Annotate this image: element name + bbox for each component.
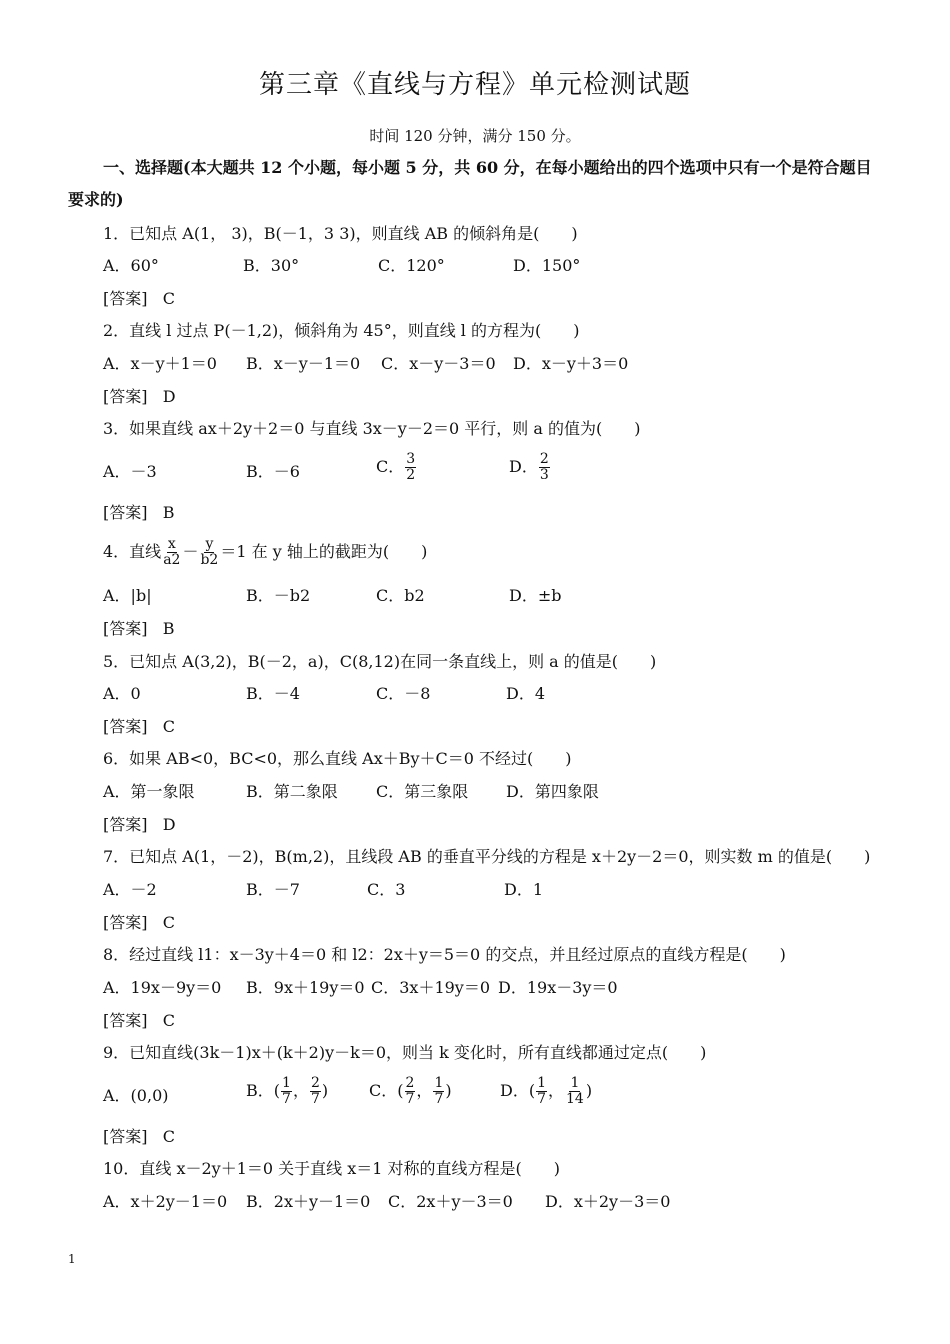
q10-option-d: D．x＋2y－3＝0 xyxy=(545,1192,671,1211)
q5-option-a: A．0 xyxy=(103,684,141,703)
answer-label: [答案] xyxy=(103,387,148,406)
q2-option-c: C．x－y－3＝0 xyxy=(381,354,496,373)
page-title: 第三章《直线与方程》单元检测试题 xyxy=(258,70,691,100)
q3-option-a: A．－3 xyxy=(103,462,157,481)
q3-option-c: C． $\frac{3}{2}$ xyxy=(376,451,416,483)
q5-option-c: C．－8 xyxy=(376,684,431,703)
answer-label: [答案] xyxy=(103,717,148,736)
q10-option-c: C．2x＋y－3＝0 xyxy=(388,1192,513,1211)
answer-label: [答案] xyxy=(103,913,148,932)
q1-answer xyxy=(103,289,175,309)
q3-answer xyxy=(103,503,175,523)
page-number: 1 xyxy=(68,1252,76,1266)
q2-option-d: D．x－y＋3＝0 xyxy=(513,354,629,373)
q7-option-a: A．－2 xyxy=(103,880,157,899)
question-2-stem: 2．直线 l 过点 P(－1,2)，倾斜角为 45°，则直线 l 的方程为( ) xyxy=(103,321,580,340)
q5-option-b: B．－4 xyxy=(246,684,300,703)
q7-option-b: B．－7 xyxy=(246,880,300,899)
q7-answer xyxy=(103,913,175,933)
q6-option-d: D．第四象限 xyxy=(506,782,599,801)
q4-option-b: B．－b2 xyxy=(246,586,311,605)
answer-label: [答案] xyxy=(103,289,148,308)
q2-option-a: A．x－y＋1＝0 xyxy=(103,354,217,373)
answer-value: C xyxy=(162,717,176,736)
q8-answer xyxy=(103,1011,175,1031)
q7-option-d: D．1 xyxy=(504,880,544,899)
question-9-stem: 9．已知直线(3k－1)x＋(k＋2)y－k＝0，则当 k 变化时，所有直线都通过定点( ) xyxy=(103,1043,707,1062)
q5-answer xyxy=(103,717,175,737)
q10-option-a: A．x＋2y－1＝0 xyxy=(103,1192,228,1211)
q9-option-b: B．( $\frac{1}{7}$ ， $\frac{2}{7}$ ) xyxy=(246,1075,329,1107)
q4-answer xyxy=(103,619,175,639)
answer-value: C xyxy=(162,289,176,308)
question-10-stem: 10．直线 x－2y＋1＝0 关于直线 x＝1 对称的直线方程是( ) xyxy=(103,1159,560,1178)
q4-option-c: C．b2 xyxy=(376,586,425,605)
question-4-stem: 4．直线 $\frac{x}{a2}$ － $\frac{y}{b2}$ ＝1 在 y 轴上的截距为( ) xyxy=(103,536,428,568)
q6-option-b: B．第二象限 xyxy=(246,782,338,801)
q9-option-a: A．(0,0) xyxy=(103,1086,169,1105)
question-8-stem: 8．经过直线 l1：x－3y＋4＝0 和 l2：2x＋y＝5＝0 的交点，并且经过原点的直线方程是( ) xyxy=(103,945,786,964)
section-heading-line1: 一、选择题(本大题共 12 个小题，每小题 5 分，共 60 分，在每小题给出的四个选项中只有一个是符合题目 xyxy=(103,158,872,177)
q4-option-d: D．±b xyxy=(509,586,562,605)
answer-value: C xyxy=(162,913,176,932)
q8-option-d: D．19x－3y＝0 xyxy=(498,978,618,997)
q9-answer xyxy=(103,1127,175,1147)
q3-option-d: D． $\frac{2}{3}$ xyxy=(509,451,549,483)
q3-option-b: B．－6 xyxy=(246,462,300,481)
answer-value: C xyxy=(162,1011,176,1030)
q1-option-b: B．30° xyxy=(243,256,300,275)
exam-info: 时间 120 分钟，满分 150 分。 xyxy=(369,127,581,145)
q2-answer xyxy=(103,387,176,407)
q10-option-b: B．2x＋y－1＝0 xyxy=(246,1192,371,1211)
q1-option-c: C．120° xyxy=(378,256,445,275)
answer-label: [答案] xyxy=(103,1127,148,1146)
answer-label: [答案] xyxy=(103,1011,148,1030)
answer-label: [答案] xyxy=(103,503,148,522)
q6-answer xyxy=(103,815,176,835)
q7-option-c: C．3 xyxy=(367,880,406,899)
q1-option-d: D．150° xyxy=(513,256,581,275)
q4-option-a: A．|b| xyxy=(103,586,152,605)
answer-label: [答案] xyxy=(103,619,148,638)
question-7-stem: 7．已知点 A(1，－2)，B(m,2)，且线段 AB 的垂直平分线的方程是 x＋2y－2＝0，则实数 m 的值是( ) xyxy=(103,847,871,866)
q8-option-a: A．19x－9y＝0 xyxy=(103,978,222,997)
answer-value: B xyxy=(162,503,175,522)
answer-value: B xyxy=(162,619,175,638)
q8-option-b: B．9x＋19y＝0 xyxy=(246,978,365,997)
question-5-stem: 5．已知点 A(3,2)，B(－2，a)，C(8,12)在同一条直线上，则 a 的值是( ) xyxy=(103,652,657,671)
q6-option-a: A．第一象限 xyxy=(103,782,195,801)
q5-option-d: D．4 xyxy=(506,684,546,703)
question-6-stem: 6．如果 AB<0，BC<0，那么直线 Ax＋By＋C＝0 不经过( ) xyxy=(103,749,572,768)
answer-value: D xyxy=(162,815,176,834)
answer-value: C xyxy=(162,1127,176,1146)
section-heading-line2: 要求的) xyxy=(68,190,124,209)
answer-label: [答案] xyxy=(103,815,148,834)
q2-option-b: B．x－y－1＝0 xyxy=(246,354,361,373)
q9-option-d: D．( $\frac{1}{7}$ ， $\frac{1}{14}$ ) xyxy=(500,1075,593,1107)
question-3-stem: 3．如果直线 ax＋2y＋2＝0 与直线 3x－y－2＝0 平行，则 a 的值为( ) xyxy=(103,419,641,438)
answer-value: D xyxy=(162,387,176,406)
q9-option-c: C．( $\frac{2}{7}$ ， $\frac{1}{7}$ ) xyxy=(369,1075,452,1107)
question-1-stem: 1．已知点 A(1， 3)，B(－1，3 3)，则直线 AB 的倾斜角是( ) xyxy=(103,224,578,243)
q8-option-c: C．3x＋19y＝0 xyxy=(371,978,491,997)
q6-option-c: C．第三象限 xyxy=(376,782,469,801)
q1-option-a: A．60° xyxy=(103,256,159,275)
